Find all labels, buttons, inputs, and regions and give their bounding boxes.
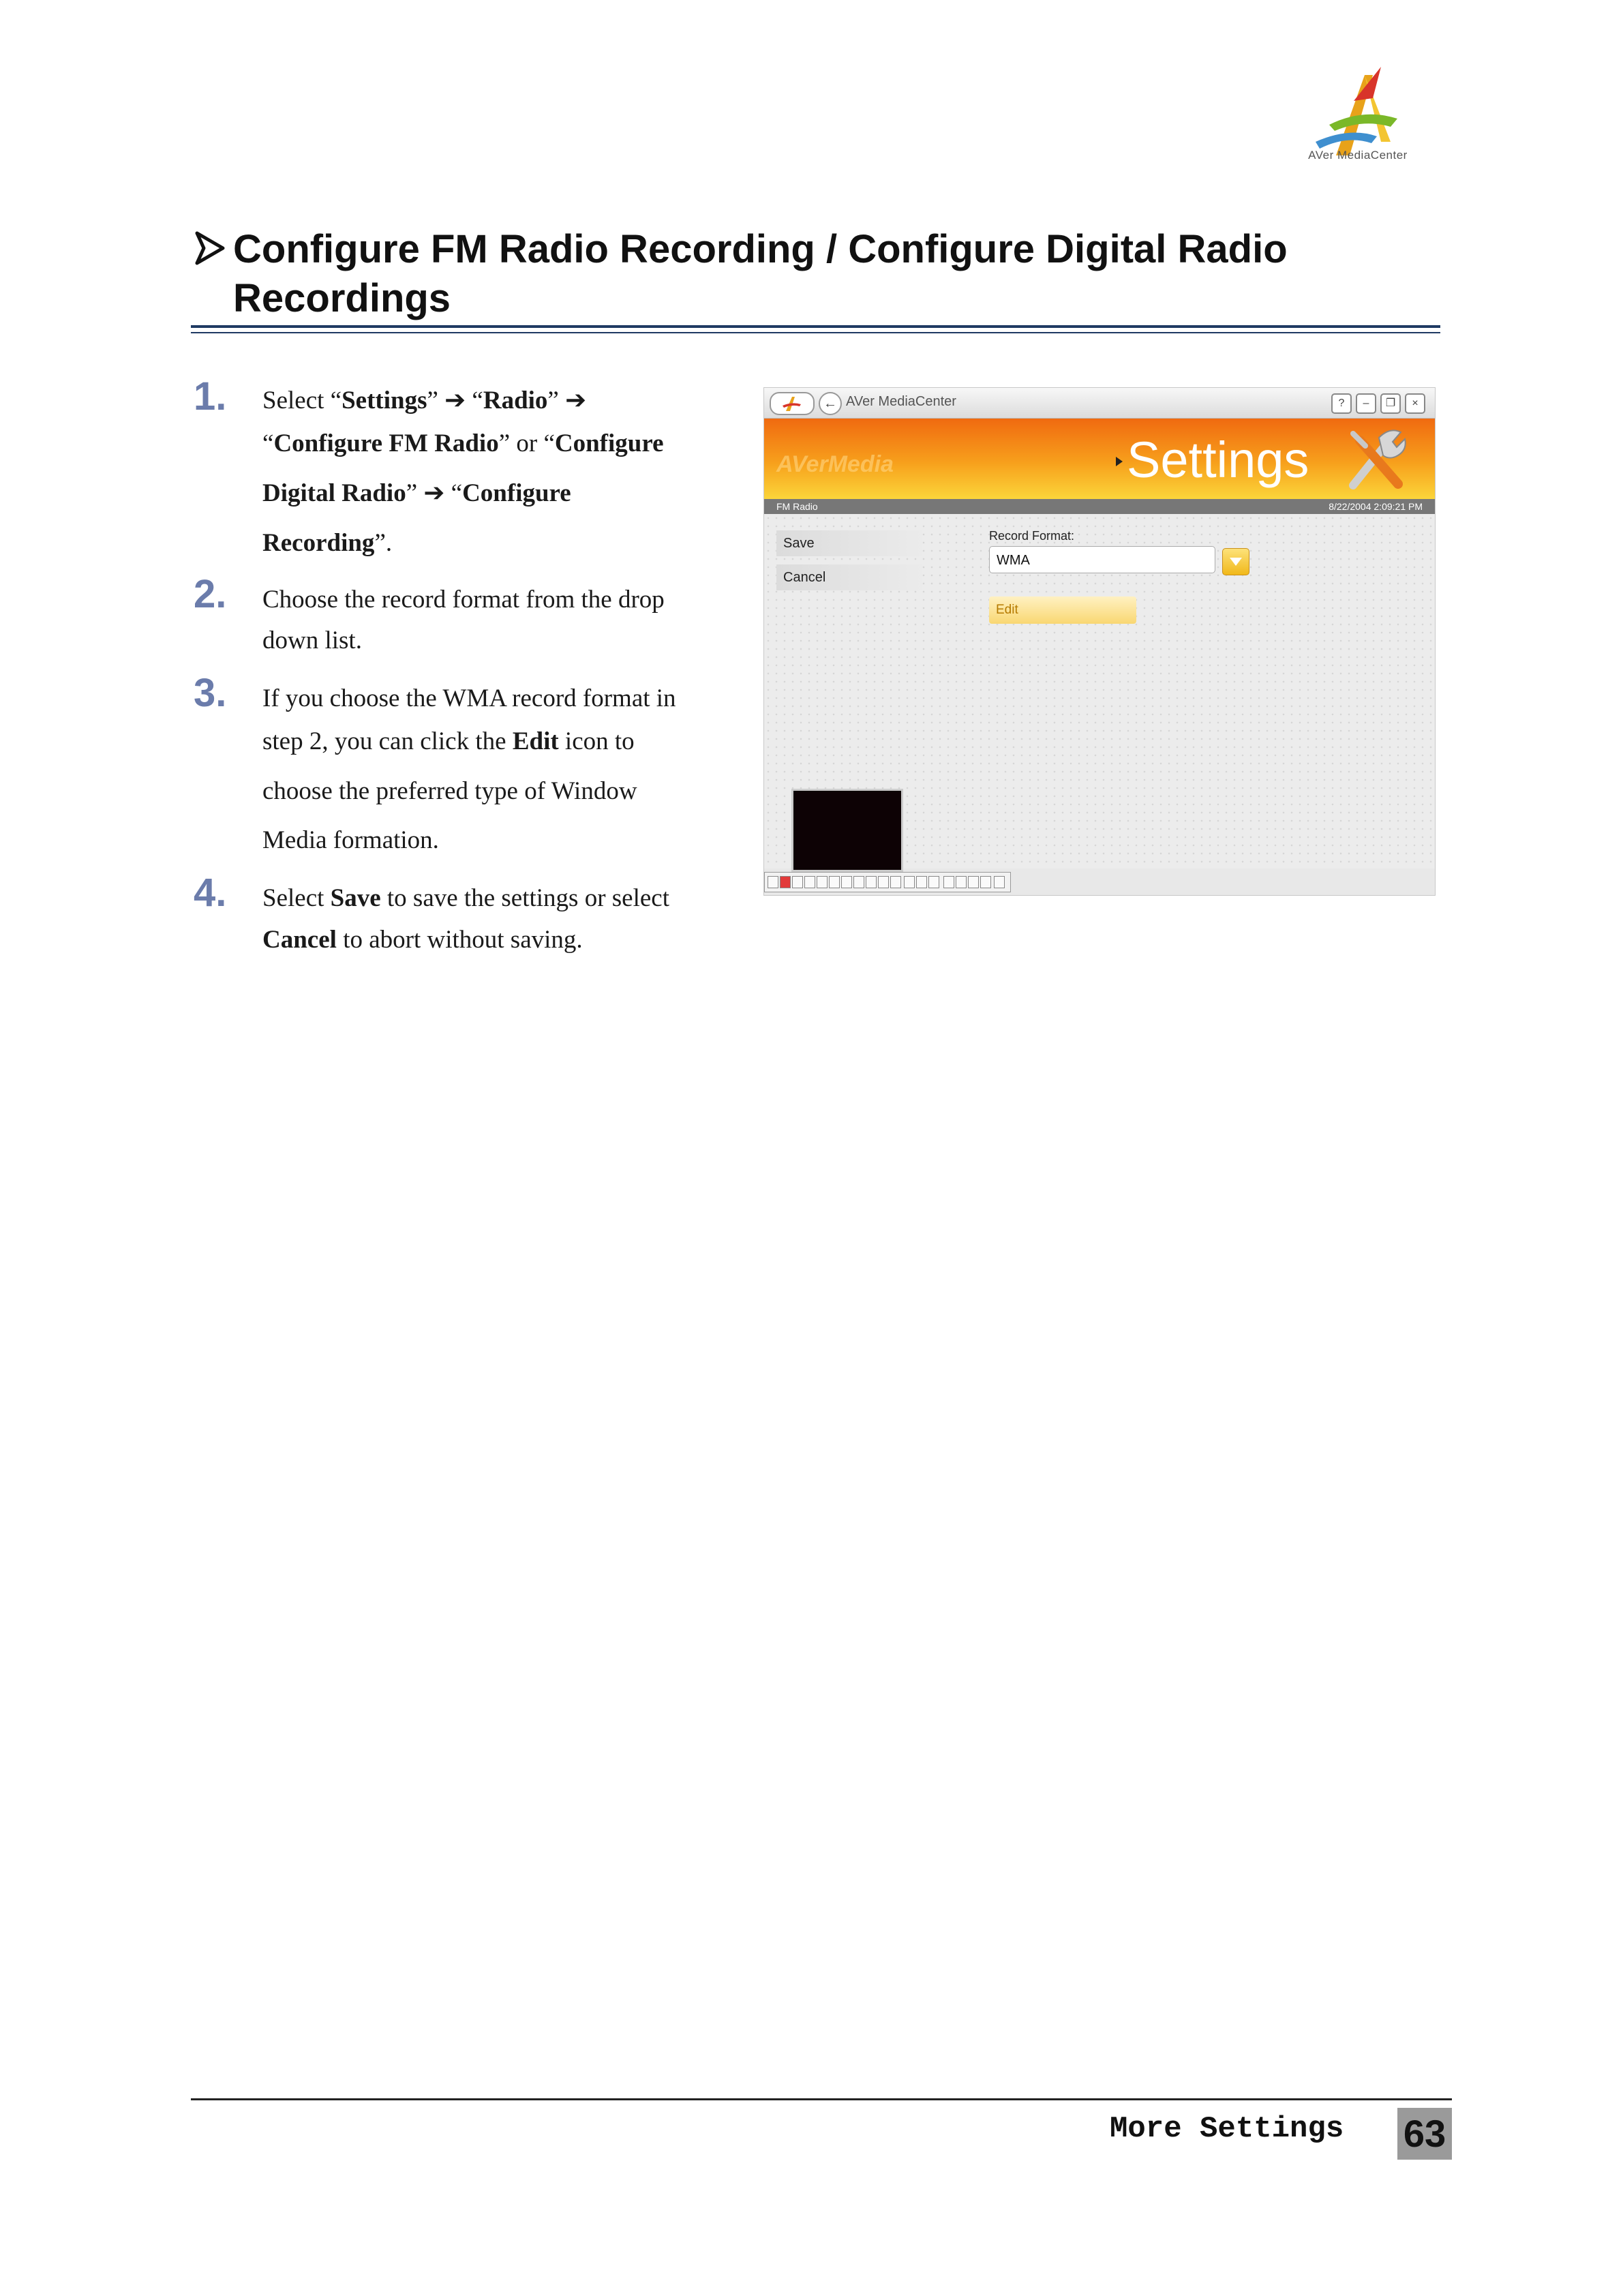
step-text-bold: Configure — [462, 479, 571, 507]
step-line — [262, 383, 726, 419]
step-line — [262, 881, 726, 916]
step-line — [262, 476, 726, 511]
step-line — [262, 582, 726, 618]
status-datetime: 8/22/2004 2:09:21 PM — [1329, 501, 1423, 512]
status-mode: FM Radio — [776, 501, 818, 512]
banner-pointer-icon — [1116, 457, 1123, 466]
step-text: step 2, you can click the — [262, 727, 513, 755]
timeshift-icon[interactable] — [878, 876, 889, 888]
step-text: Media formation. — [262, 826, 439, 854]
step-text: choose the preferred type of Window — [262, 777, 637, 805]
step-line — [262, 724, 726, 759]
volume-down-icon[interactable] — [956, 876, 967, 888]
channel-down-icon[interactable] — [928, 876, 939, 888]
page-number: 63 — [1397, 2108, 1452, 2160]
step-text: down list. — [262, 626, 362, 654]
forward-icon[interactable] — [829, 876, 840, 888]
audio-icon[interactable] — [994, 876, 1005, 888]
step-text: ” ➔ “ — [406, 479, 463, 507]
banner-title: Settings — [1127, 432, 1309, 488]
restore-button[interactable] — [1380, 393, 1401, 414]
step-line — [262, 426, 726, 462]
stop-icon[interactable] — [768, 876, 778, 888]
step-text: ”. — [374, 529, 393, 557]
step-text: Choose the record format from the drop — [262, 586, 665, 614]
skip-back-icon[interactable] — [841, 876, 852, 888]
close-icon: × — [1412, 397, 1419, 409]
step-line — [262, 681, 726, 716]
help-icon: ? — [1338, 397, 1345, 409]
heading-rule-thin — [191, 332, 1440, 333]
rewind-icon[interactable] — [792, 876, 803, 888]
logo-text: AVer MediaCenter — [1308, 149, 1408, 162]
step-text-bold: Cancel — [262, 926, 337, 954]
step-line — [262, 823, 726, 858]
dropdown-arrow-icon[interactable] — [1222, 548, 1249, 575]
fullscreen-icon[interactable] — [890, 876, 901, 888]
arrow-bullet-icon — [194, 230, 226, 266]
footer-section-title: More Settings — [1110, 2112, 1344, 2146]
step-text: If you choose the WMA record format in — [262, 684, 676, 712]
play-icon[interactable] — [804, 876, 815, 888]
step-text: ” ➔ — [547, 387, 587, 414]
minimize-button[interactable] — [1356, 393, 1376, 414]
back-arrow-icon: ← — [823, 396, 837, 411]
help-button[interactable] — [1331, 393, 1352, 414]
window-titlebar — [764, 388, 1435, 419]
aver-logo-icon — [771, 393, 813, 414]
step-line — [262, 774, 726, 809]
step-text-bold: Radio — [483, 387, 548, 414]
step-line — [262, 526, 726, 561]
step-text: ” ➔ “ — [427, 387, 483, 414]
step-line — [262, 922, 726, 958]
step-text: to save the settings or select — [380, 884, 669, 912]
video-preview — [791, 789, 903, 872]
step-text-bold: Configure — [554, 429, 664, 457]
window-title: AVer MediaCenter — [846, 394, 956, 409]
edit-button[interactable]: Edit — [989, 596, 1136, 624]
skip-forward-icon[interactable] — [853, 876, 864, 888]
step-text-bold: Edit — [512, 727, 559, 755]
app-screenshot — [763, 387, 1436, 896]
step-text: “ — [262, 429, 274, 457]
status-bar — [764, 499, 1435, 514]
record-format-label: Record Format: — [989, 529, 1075, 543]
restore-icon: ❐ — [1385, 397, 1396, 409]
section-heading: Configure FM Radio Recording / Configure Digital Radio Recordings — [233, 227, 1288, 320]
step-text: Select — [262, 884, 331, 912]
close-button[interactable] — [1405, 393, 1425, 414]
back-button[interactable] — [819, 392, 842, 415]
snapshot-icon[interactable] — [866, 876, 877, 888]
footer-rule — [191, 2098, 1452, 2100]
settings-banner — [764, 419, 1435, 499]
volume-up-icon[interactable] — [968, 876, 979, 888]
step-text: ” or “ — [498, 429, 555, 457]
pause-icon[interactable] — [817, 876, 828, 888]
save-button[interactable]: Save — [776, 530, 922, 556]
step-text-bold: Save — [330, 884, 381, 912]
mute-icon[interactable] — [980, 876, 991, 888]
banner-brand: AVerMedia — [776, 451, 894, 477]
step-number: 4. — [194, 871, 227, 915]
step-line — [262, 623, 726, 659]
heading-rule — [191, 325, 1440, 328]
volume-icon[interactable] — [943, 876, 954, 888]
step-text-bold: Configure FM Radio — [273, 429, 499, 457]
channel-up-icon[interactable] — [916, 876, 927, 888]
step-text-bold: Recording — [262, 529, 375, 557]
step-text-bold: Digital Radio — [262, 479, 406, 507]
record-icon[interactable] — [780, 876, 791, 888]
step-number: 2. — [194, 572, 227, 616]
minimize-icon: – — [1363, 397, 1369, 409]
step-text-bold: Settings — [342, 387, 427, 414]
playback-controls — [764, 872, 1011, 892]
step-text: to abort without saving. — [336, 926, 583, 954]
tools-icon — [1341, 424, 1409, 495]
step-number: 3. — [194, 671, 227, 715]
step-text: icon to — [558, 727, 635, 755]
step-text: Select “ — [262, 387, 342, 414]
step-number: 1. — [194, 374, 227, 419]
home-logo-button[interactable] — [770, 392, 815, 415]
channel-icon[interactable] — [904, 876, 915, 888]
record-format-select[interactable]: WMA — [989, 546, 1215, 573]
cancel-button[interactable]: Cancel — [776, 564, 922, 590]
